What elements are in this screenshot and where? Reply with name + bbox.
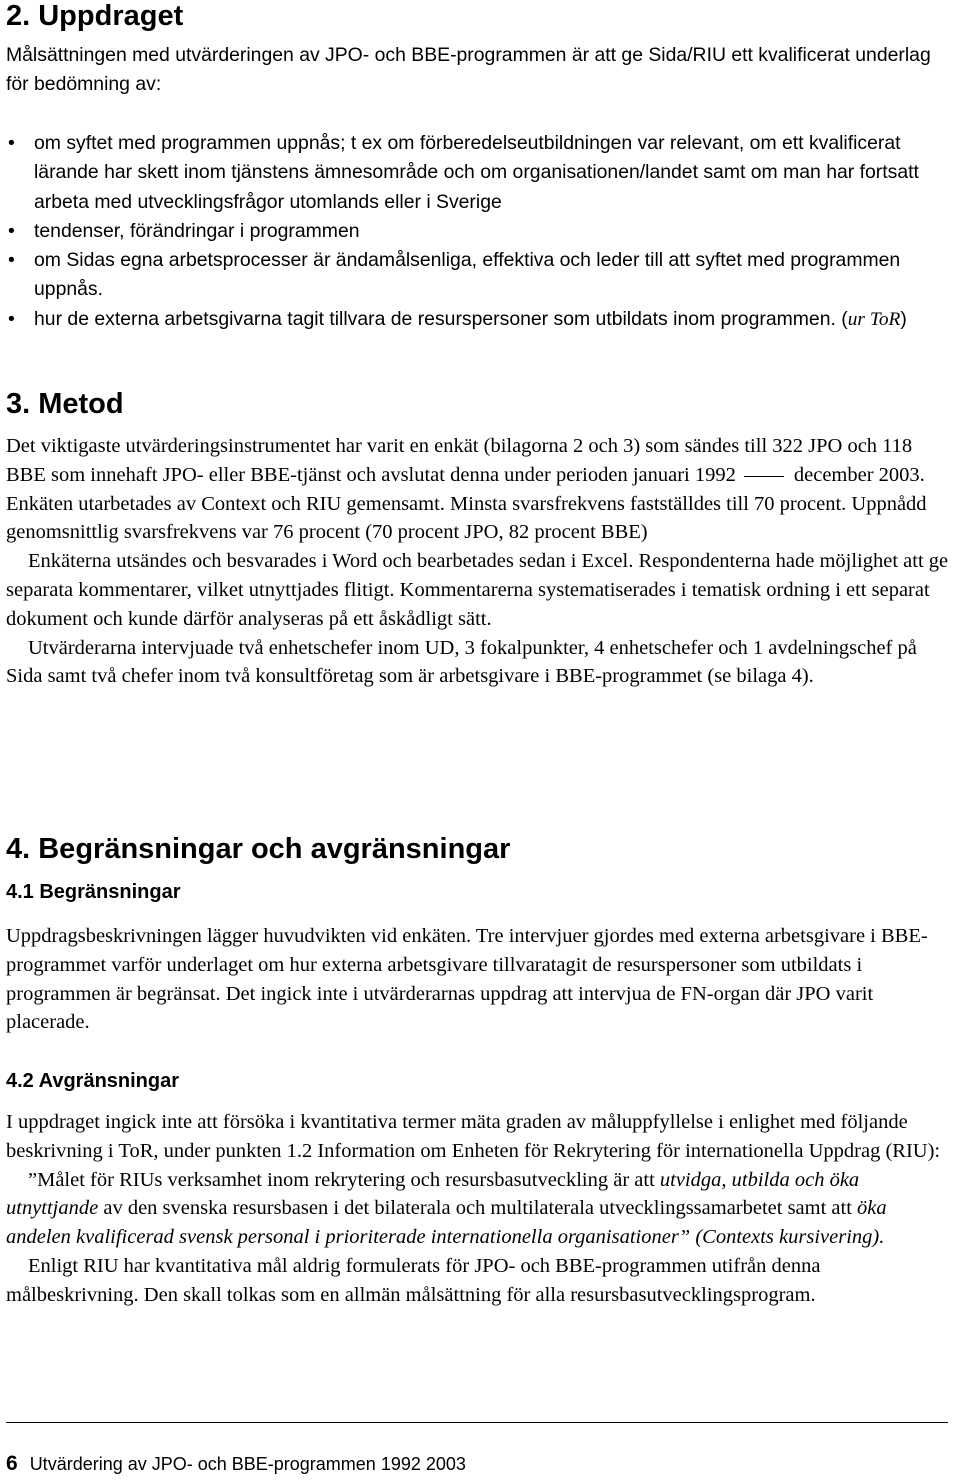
bullet-text: hur de externa arbetsgivarna tagit tillvara de resurspersoner som utbildats inom programmen.: [34, 307, 836, 330]
bullet-text: om syftet med programmen uppnås; t ex om förberedelseutbildningen var relevant, om ett kvalificerat lärande har skett inom tjänstens ämnesområde och om organisationen/landet samt om man har fortsatt arbeta med utvecklingsfrågor utomlands eller i Sverige: [34, 132, 919, 213]
page-footer: [6, 1452, 466, 1476]
tor-reference-close: ): [900, 307, 907, 330]
list-item: [6, 305, 950, 334]
method-paragraph-2: Enkäterna utsändes och besvarades i Word och bearbetades sedan i Excel. Respondenterna hade möjlighet att ge separata kommentarer, vilket utnyttjades flitigt. Kommentarerna systematiserades i tematisk ordning i ett separat dokument och kunde därför analyseras på ett åskådligt sätt.: [6, 550, 949, 630]
section-4-heading: 4. Begränsningar och avgränsningar: [6, 833, 511, 865]
en-dash-rule: [744, 476, 784, 477]
section-2-intro: Målsättningen med utvärderingen av JPO- och BBE-programmen är att ge Sida/RIU ett kvalificerat underlag för bedömning av:: [6, 44, 931, 96]
quote-part-4-italic: öka andelen kvalificerad svensk personal i prioriterade internationella organisationer” (Contexts kursivering).: [6, 1197, 887, 1249]
subsection-4-2-heading: 4.2 Avgränsningar: [6, 1070, 180, 1092]
tor-reference-open: (: [835, 307, 848, 330]
bullet-icon: •: [8, 307, 15, 330]
bullet-text: om Sidas egna arbetsprocesser är ändamålsenliga, effektiva och leder till att syftet med programmen uppnås.: [34, 249, 901, 301]
bullet-text: tendenser, förändringar i programmen: [34, 219, 360, 242]
tor-reference: ur ToR: [847, 308, 901, 330]
subsection-4-1-heading: 4.1 Begränsningar: [6, 881, 181, 903]
bullet-icon: •: [8, 219, 15, 242]
section-3-body: [6, 432, 950, 691]
list-item: [6, 246, 950, 305]
tor-quote: [6, 1166, 950, 1252]
list-item: [6, 129, 950, 217]
method-paragraph-3: Utvärderarna intervjuade två enhetschefer inom UD, 3 fokalpunkter, 4 enhetschefer och 1 avdelningschef på Sida samt två chefer inom två konsultföretag som är arbetsgivare i BBE-programmet (se bilaga 4).: [6, 636, 917, 688]
quote-part-2-italic: utvidga, utbilda och öka utnyttjande: [6, 1168, 860, 1220]
bullet-icon: •: [8, 249, 15, 272]
quote-part-3: av den svenska resursbasen i det bilaterala och multilaterala utvecklingssamarbetet samt att: [98, 1197, 858, 1220]
method-paragraph-1: [6, 432, 950, 547]
method-p1-part-b: december 2003. Enkäten utarbetades av Context och RIU gemensamt. Minsta svarsfrekvens fastställdes till 70 procent. Uppnådd genomsnittlig svarsfrekvens var 76 procent (70 procent JPO, 82 procent BBE): [6, 463, 927, 544]
section-3-heading: 3. Metod: [6, 388, 124, 420]
list-item: [6, 217, 950, 246]
quote-part-1: ”Målet för RIUs verksamhet inom rekrytering och resursbasutveckling är att: [28, 1168, 660, 1191]
section-2-bullet-list: [6, 129, 950, 334]
footer-divider: [6, 1422, 948, 1423]
subsection-4-2-body: [6, 1108, 950, 1310]
method-p1-part-a: Det viktigaste utvärderingsinstrumentet har varit en enkät (bilagorna 2 och 3) som sändes till 322 JPO och 118 BBE som innehaft JPO- eller BBE-tjänst och avslutat denna under perioden januari 1992: [6, 435, 913, 486]
bullet-icon: •: [8, 132, 15, 154]
delimitation-paragraph-2: Enligt RIU har kvantitativa mål aldrig formulerats för JPO- och BBE-programmen utifrån denna målbeskrivning. Den skall tolkas som en allmän målsättning för alla resursbasutvecklingsprogram.: [6, 1254, 821, 1306]
footer-title: Utvärdering av JPO- och BBE-programmen 1992 2003: [29, 1454, 466, 1474]
page-number: 6: [6, 1452, 18, 1475]
subsection-4-1-text: Uppdragsbeskrivningen lägger huvudvikten vid enkäten. Tre intervjuer gjordes med externa arbetsgivare i BBE-programmet varför underlaget om hur externa arbetsgivare tillvaratagit de resurspersoner som utbildats i programmen är begränsat. Det ingick inte i utvärderarnas uppdrag att intervjua de FN-organ där JPO varit placerade.: [6, 925, 928, 1034]
delimitation-paragraph-1: I uppdraget ingick inte att försöka i kvantitativa termer mäta graden av måluppfyllelse i enlighet med följande beskrivning i ToR, under punkten 1.2 Information om Enheten för Rekrytering för internationella Uppdrag (RIU):: [6, 1111, 941, 1162]
section-2-heading: 2. Uppdraget: [6, 0, 184, 32]
